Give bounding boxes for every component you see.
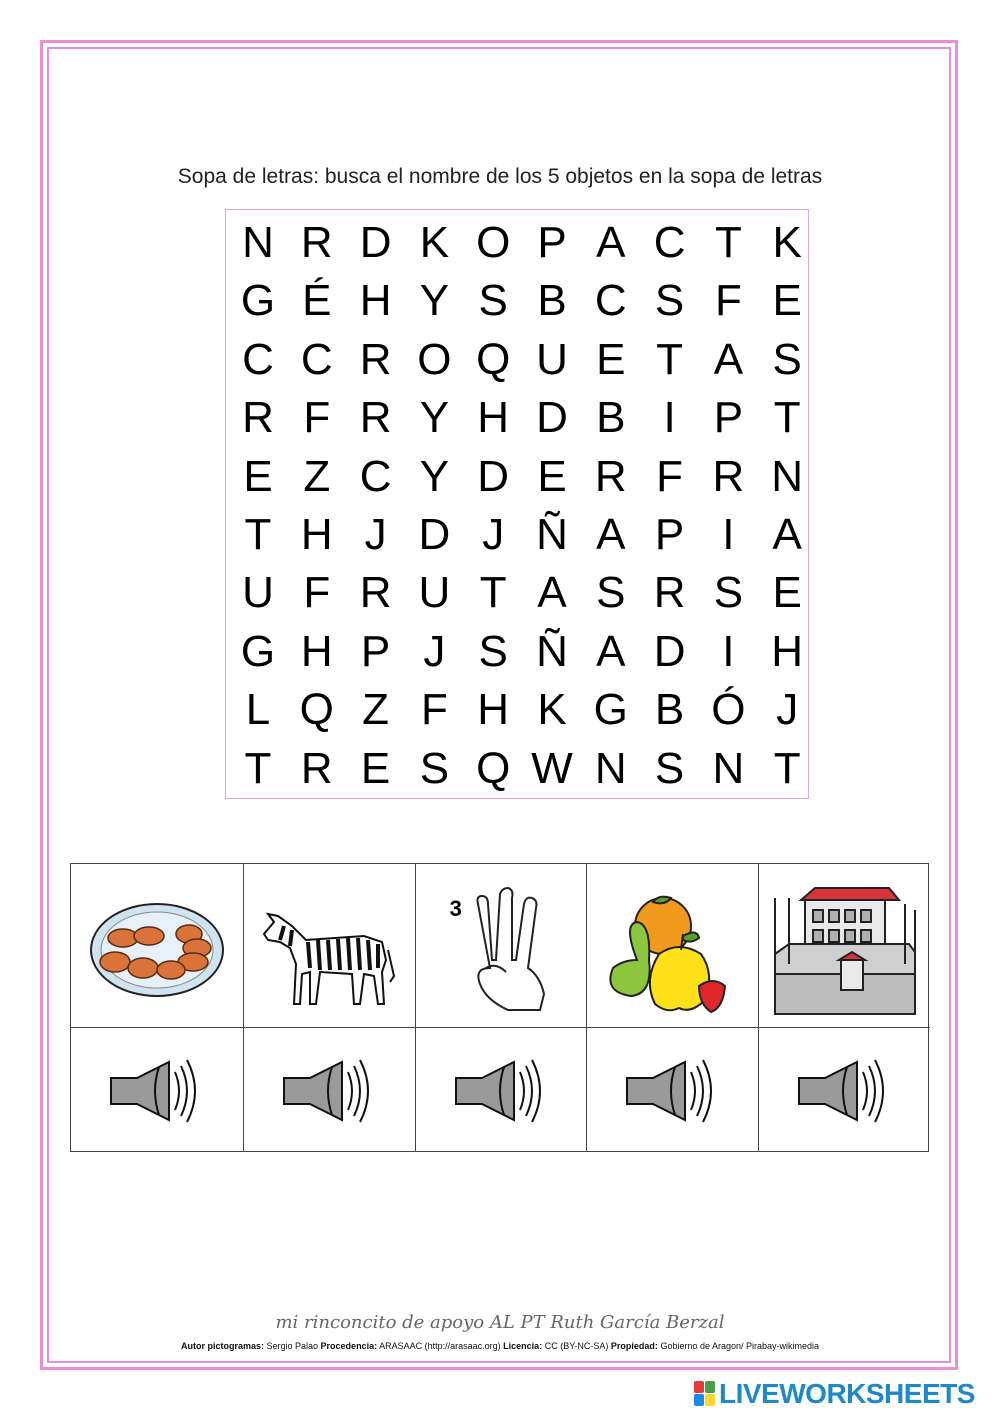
grid-cell[interactable]: Y (419, 276, 450, 326)
grid-cell[interactable]: Q (299, 685, 334, 735)
speaker-icon (107, 1056, 207, 1126)
grid-cell[interactable]: F (656, 451, 684, 501)
grid-cell[interactable]: P (360, 626, 391, 676)
play-sound-button-5[interactable] (759, 1027, 930, 1152)
fruits-icon (587, 864, 758, 1026)
grid-cell[interactable]: T (714, 218, 742, 267)
grid-cell[interactable]: T (244, 510, 272, 559)
grid-cell[interactable]: C (653, 218, 686, 267)
word-search-grid (225, 209, 809, 799)
grid-cell[interactable]: R (359, 334, 392, 384)
grid-cell[interactable]: Y (419, 393, 450, 443)
grid-cell[interactable]: S (419, 743, 450, 793)
grid-cell[interactable]: A (537, 568, 567, 618)
credit-autor-label: Autor pictogramas: (180, 1341, 264, 1351)
grid-cell[interactable]: N (712, 743, 745, 793)
grid-cell[interactable]: T (479, 568, 507, 618)
grid-cell[interactable]: N (242, 218, 274, 267)
grid-cell[interactable]: C (300, 334, 333, 384)
grid-cell[interactable]: K (419, 218, 450, 267)
credit-autor-value: Sergio Palao (266, 1341, 319, 1351)
grid-cell[interactable]: G (240, 626, 276, 676)
grid-cell[interactable]: C (594, 276, 627, 326)
grid-cell[interactable]: H (477, 685, 510, 735)
grid-cell[interactable]: A (713, 334, 744, 384)
three-fingers-icon (416, 864, 587, 1026)
credit-propiedad-value: Gobierno de Aragon/ Pirabay-wikimedia (660, 1341, 820, 1351)
grid-cell[interactable]: Ñ (536, 510, 568, 559)
grid-cell[interactable]: F (303, 393, 331, 443)
grid-cell[interactable]: U (536, 334, 568, 384)
croquetas-plate-icon (71, 864, 243, 1026)
grid-cell[interactable]: R (242, 393, 274, 443)
grid-cell[interactable]: H (359, 276, 392, 326)
grid-cell[interactable]: A (596, 626, 626, 676)
grid-cell[interactable]: T (773, 393, 801, 443)
grid-cell[interactable]: K (537, 685, 567, 735)
credit-propiedad-label: Propiedad: (610, 1341, 658, 1351)
grid-cell[interactable]: P (713, 393, 744, 443)
grid-cell[interactable]: I (663, 393, 676, 443)
credit-licencia-value: CC (BY-NC-SA) (544, 1341, 609, 1351)
grid-cell[interactable]: R (359, 568, 392, 618)
grid-cell[interactable]: E (243, 451, 273, 501)
grid-cell[interactable]: Y (419, 451, 450, 501)
grid-cell[interactable]: R (300, 743, 333, 793)
number-label: 3 (449, 896, 462, 921)
grid-cell[interactable]: S (654, 743, 685, 793)
grid-cell[interactable]: R (594, 451, 627, 501)
play-sound-button-2[interactable] (244, 1027, 415, 1152)
grid-cell[interactable]: Ó (711, 685, 746, 735)
grid-cell[interactable]: G (593, 685, 628, 735)
picture-cards (70, 863, 929, 1152)
speaker-icon (452, 1056, 552, 1126)
grid-cell[interactable]: T (656, 334, 684, 384)
card-tres (415, 864, 587, 1151)
grid-cell[interactable]: L (245, 685, 271, 735)
grid-cell[interactable]: I (722, 626, 735, 676)
grid-cell[interactable]: P (654, 510, 685, 559)
grid-cell[interactable]: J (364, 510, 387, 559)
instructions-title: Sopa de letras: busca el nombre de los 5 objetos en la sopa de letras (177, 165, 823, 188)
grid-cell[interactable]: É (302, 276, 332, 326)
grid-cell[interactable]: D (418, 510, 451, 559)
credit-procedencia-value: ARASAAC (http://arasaac.org) (379, 1341, 501, 1351)
grid-cell[interactable]: S (596, 568, 626, 618)
liveworksheets-brand[interactable] (694, 1379, 975, 1409)
grid-cell[interactable]: R (359, 393, 392, 443)
grid-cell[interactable]: Z (303, 451, 331, 501)
grid-cell[interactable]: G (240, 276, 276, 326)
speaker-icon (280, 1056, 380, 1126)
grid-cell[interactable]: K (772, 218, 802, 267)
grid-cell[interactable]: R (712, 451, 745, 501)
grid-cell[interactable]: S (478, 626, 508, 676)
grid-cell[interactable]: H (300, 626, 333, 676)
card-croquetas (71, 864, 243, 1151)
grid-cell[interactable]: E (537, 451, 567, 501)
grid-cell[interactable]: A (596, 218, 626, 267)
grid-cell[interactable]: O (417, 334, 452, 384)
zebra-icon (244, 864, 415, 1026)
grid-cell[interactable]: E (772, 276, 802, 326)
card-carcel (758, 864, 930, 1151)
grid-cell[interactable]: R (653, 568, 686, 618)
grid-cell[interactable]: H (300, 510, 333, 559)
grid-cell[interactable]: J (423, 626, 446, 676)
grid-cell[interactable]: A (596, 510, 626, 559)
grid-cell[interactable]: B (537, 276, 567, 326)
prison-icon (759, 864, 930, 1026)
grid-cell[interactable]: O (476, 218, 511, 267)
play-sound-button-1[interactable] (71, 1027, 243, 1152)
grid-cell[interactable]: B (596, 393, 626, 443)
liveworksheets-logo-icon (694, 1381, 716, 1407)
grid-cell[interactable]: J (776, 685, 799, 735)
grid-cell[interactable]: S (654, 276, 685, 326)
grid-cell[interactable]: E (596, 334, 626, 384)
grid-cell[interactable]: U (418, 568, 451, 618)
grid-cell[interactable]: W (531, 743, 573, 793)
grid-cell[interactable]: T (773, 743, 801, 793)
card-frutas (586, 864, 758, 1151)
grid-cell[interactable]: S (713, 568, 744, 618)
grid-cell[interactable]: C (242, 334, 274, 384)
grid-cell[interactable]: F (714, 276, 742, 326)
footer-author-line: mi rinconcito de apoyo AL PT Ruth García Berzal (275, 1312, 725, 1333)
grid-cell[interactable]: I (722, 510, 735, 559)
grid-cell[interactable]: C (359, 451, 392, 501)
card-cebra (243, 864, 415, 1151)
grid-cell[interactable]: F (303, 568, 331, 618)
speaker-icon (795, 1056, 895, 1126)
grid-cell[interactable]: F (420, 685, 448, 735)
grid-cell[interactable]: E (360, 743, 391, 793)
grid-cell[interactable]: Z (362, 685, 390, 735)
grid-cell[interactable]: E (772, 568, 802, 618)
brand-name: LIVEWORKSHEETS (719, 1378, 975, 1409)
grid-cell[interactable]: D (477, 451, 510, 501)
grid-cell[interactable]: N (594, 743, 627, 793)
footer-credits (0, 1341, 1000, 1351)
credit-procedencia-label: Procedencia: (320, 1341, 378, 1351)
speaker-icon (623, 1056, 723, 1126)
grid-cell[interactable]: H (477, 393, 510, 443)
grid-cell[interactable]: D (536, 393, 568, 443)
play-sound-button-4[interactable] (587, 1027, 758, 1152)
grid-cell[interactable]: D (653, 626, 686, 676)
grid-cell[interactable]: U (242, 568, 274, 618)
grid-cell[interactable]: T (244, 743, 272, 793)
grid-cell[interactable]: S (772, 334, 802, 384)
grid-cell[interactable]: J (482, 510, 505, 559)
grid-cell[interactable]: B (654, 685, 685, 735)
play-sound-button-3[interactable] (416, 1027, 587, 1152)
grid-cell[interactable]: P (537, 218, 567, 267)
credit-licencia-label: Licencia: (503, 1341, 543, 1351)
grid-cell[interactable]: Q (476, 334, 511, 384)
grid-cell[interactable]: Ñ (536, 626, 568, 676)
grid-cell[interactable]: N (771, 451, 804, 501)
grid-cell[interactable]: S (478, 276, 508, 326)
grid-cell[interactable]: A (772, 510, 802, 559)
grid-cell[interactable]: R (300, 218, 333, 267)
grid-cell[interactable]: Q (476, 743, 511, 793)
grid-cell[interactable]: D (359, 218, 392, 267)
grid-cell[interactable]: H (771, 626, 804, 676)
